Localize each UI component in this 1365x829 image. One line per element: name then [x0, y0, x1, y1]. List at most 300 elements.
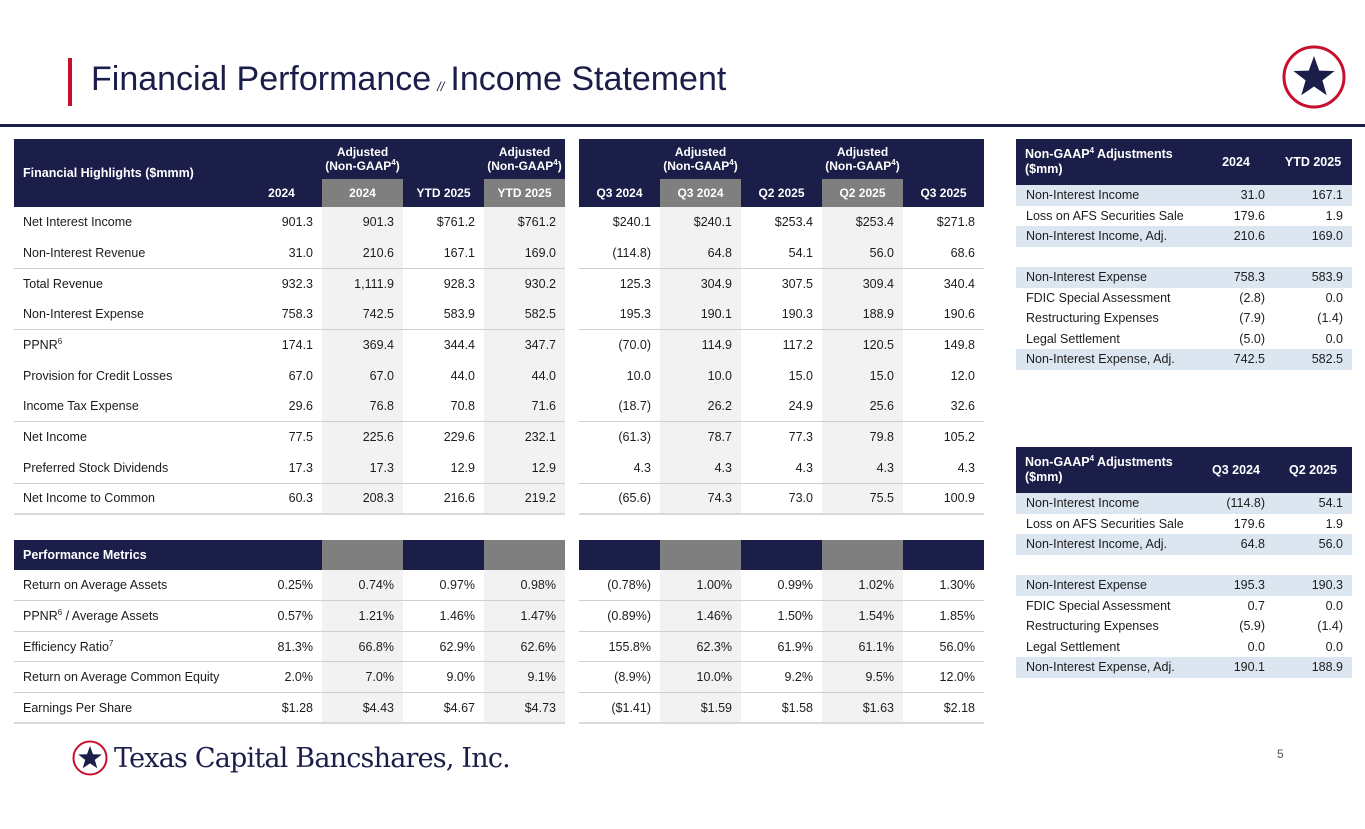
column-group-header — [579, 139, 660, 179]
value-cell: (70.0) — [618, 338, 651, 353]
side-title-a: Non-GAAP — [1025, 455, 1090, 469]
side-value-cell: 56.0 — [1274, 534, 1352, 555]
value-cell: 44.0 — [450, 368, 475, 383]
side-value-cell: 583.9 — [1274, 267, 1352, 288]
column-header: YTD 2025 — [484, 179, 565, 207]
value-cell: 1.46% — [660, 601, 741, 632]
column-gap — [565, 453, 579, 484]
non-gaap-label: (Non-GAAP — [487, 159, 554, 173]
row-label-tail: / Average Assets — [62, 608, 159, 623]
side-title-a: Non-GAAP — [1025, 147, 1090, 161]
company-logo — [72, 740, 510, 776]
value-cell: 210.6 — [322, 238, 403, 269]
row-label-text: Provision for Credit Losses — [23, 368, 173, 383]
side-value-cell: 210.6 — [1198, 226, 1274, 247]
side-row-label: Legal Settlement — [1026, 639, 1120, 654]
column-group-header — [741, 139, 822, 179]
side-column-header: YTD 2025 — [1274, 139, 1352, 185]
footnote-ref: 4 — [553, 158, 558, 167]
value-cell: 0.25% — [241, 570, 322, 601]
value-cell: 369.4 — [322, 330, 403, 361]
value-cell: 1.85% — [903, 601, 984, 632]
value-cell: 75.5 — [822, 483, 903, 514]
side-column-header: Q2 2025 — [1274, 447, 1352, 493]
value-cell: 229.6 — [443, 430, 475, 445]
column-gap — [565, 179, 579, 207]
side-value-cell: 179.6 — [1233, 516, 1265, 531]
value-cell: 60.3 — [241, 483, 322, 514]
side-table-row — [1016, 575, 1352, 596]
value-cell: 77.5 — [288, 430, 313, 445]
value-cell: 61.9% — [741, 631, 822, 662]
value-cell: 1.00% — [660, 570, 741, 601]
value-cell: 10.0% — [660, 662, 741, 693]
column-header: YTD 2025 — [403, 179, 484, 207]
table-row — [14, 207, 984, 238]
side-value-cell — [1274, 555, 1352, 576]
column-group-header — [241, 139, 322, 179]
side-row-label — [1016, 247, 1198, 268]
table-row — [14, 391, 984, 422]
metrics-header-cell — [484, 540, 565, 570]
column-header: Q2 2025 — [741, 179, 822, 207]
side-row-label: FDIC Special Assessment — [1026, 598, 1171, 613]
value-cell: 932.3 — [281, 276, 313, 291]
value-cell: $4.73 — [484, 693, 565, 724]
value-cell: 12.9 — [403, 453, 484, 484]
row-label — [14, 570, 241, 601]
value-cell: 1.30% — [903, 570, 984, 601]
side-column-header: Q3 2024 — [1198, 447, 1274, 493]
value-cell: $4.43 — [322, 693, 403, 724]
value-cell: 219.2 — [484, 483, 565, 514]
value-cell: 66.8% — [322, 631, 403, 662]
non-gaap-adjustments-annual-table — [1016, 139, 1352, 370]
value-cell: 78.7 — [660, 422, 741, 453]
value-cell: 9.0% — [403, 662, 484, 693]
value-cell: 31.0 — [241, 238, 322, 269]
value-cell: 155.8% — [579, 631, 660, 662]
value-cell: 195.3 — [579, 299, 660, 330]
column-header: Q3 2024 — [660, 179, 741, 207]
value-cell: 9.1% — [484, 662, 565, 693]
non-gaap-label: (Non-GAAP — [825, 159, 892, 173]
value-cell: 190.6 — [903, 299, 984, 330]
metrics-title: Performance Metrics — [14, 540, 241, 570]
value-cell: 70.8 — [403, 391, 484, 422]
side-row-label: Loss on AFS Securities Sale — [1026, 516, 1184, 531]
row-label-text: Total Revenue — [23, 276, 103, 291]
side-value-cell: 582.5 — [1274, 349, 1352, 370]
value-cell: 17.3 — [241, 453, 322, 484]
side-table-gap — [1016, 555, 1352, 576]
value-cell: 120.5 — [822, 330, 903, 361]
value-cell: 0.98% — [484, 570, 565, 601]
side-value-cell: 0.0 — [1247, 639, 1265, 654]
side-row-label: Non-Interest Income, Adj. — [1016, 534, 1198, 555]
side-value-cell: 1.9 — [1325, 516, 1343, 531]
value-cell: $240.1 — [612, 215, 651, 230]
value-cell: 79.8 — [822, 422, 903, 453]
footnote-ref: 4 — [729, 158, 734, 167]
non-gaap-close: ) — [395, 159, 400, 173]
column-header: Q2 2025 — [822, 179, 903, 207]
value-cell: 1,111.9 — [322, 268, 403, 299]
side-value-cell: (7.9) — [1239, 311, 1265, 326]
column-group-header — [660, 139, 741, 179]
footnote-ref: 4 — [391, 158, 396, 167]
table-row — [14, 268, 984, 299]
value-cell: 1.54% — [822, 601, 903, 632]
table-row — [14, 631, 984, 662]
value-cell: 0.97% — [403, 570, 484, 601]
metrics-header-cell — [660, 540, 741, 570]
column-group-header — [822, 139, 903, 179]
row-label-text: Non-Interest Expense — [23, 307, 144, 322]
value-cell: 117.2 — [782, 338, 813, 353]
side-header-row — [1016, 447, 1352, 493]
value-cell: 68.6 — [903, 238, 984, 269]
section-spacer — [14, 514, 984, 540]
row-label — [14, 238, 241, 269]
side-row-label: Legal Settlement — [1026, 331, 1120, 346]
column-gap — [565, 601, 579, 632]
side-row-label: Non-Interest Expense — [1016, 575, 1198, 596]
table-row — [14, 483, 984, 514]
row-label — [14, 299, 241, 330]
row-label — [14, 268, 241, 299]
row-label-text: Net Income to Common — [23, 491, 155, 506]
row-label-text: Non-Interest Revenue — [23, 245, 146, 260]
value-cell: 100.9 — [903, 483, 984, 514]
row-label — [14, 601, 241, 632]
value-cell: 232.1 — [484, 422, 565, 453]
value-cell: 17.3 — [322, 453, 403, 484]
side-value-cell: 190.1 — [1198, 657, 1274, 678]
value-cell: 149.8 — [943, 338, 975, 353]
table-title: Financial Highlights ($mmm) — [14, 139, 241, 207]
adjusted-label: Adjusted — [498, 145, 551, 159]
row-label-text: Return on Average Assets — [23, 577, 168, 592]
value-cell: $271.8 — [936, 215, 975, 230]
side-table-row — [1016, 657, 1352, 678]
page-number: 5 — [1277, 747, 1284, 761]
column-gap — [565, 330, 579, 361]
value-cell: 190.1 — [660, 299, 741, 330]
value-cell: 67.0 — [288, 368, 313, 383]
side-table-row — [1016, 308, 1352, 329]
non-gaap-label: (Non-GAAP — [325, 159, 392, 173]
row-label — [14, 360, 241, 391]
value-cell: 347.7 — [484, 330, 565, 361]
title-main: Financial Performance — [91, 60, 432, 98]
footnote-ref: 4 — [1089, 453, 1095, 463]
side-title-b: Adjustments ($mm) — [1025, 147, 1173, 176]
side-value-cell: (5.0) — [1239, 331, 1265, 346]
table-row — [14, 238, 984, 269]
value-cell: $1.58 — [741, 693, 822, 724]
value-cell: $2.18 — [903, 693, 984, 724]
value-cell: $240.1 — [660, 207, 741, 238]
value-cell: 4.3 — [579, 453, 660, 484]
row-label — [14, 631, 241, 662]
column-gap — [565, 631, 579, 662]
value-cell: 0.74% — [322, 570, 403, 601]
value-cell: (65.6) — [579, 483, 660, 514]
value-cell: 901.3 — [322, 207, 403, 238]
spacer-cell — [14, 514, 984, 540]
value-cell: 67.0 — [322, 360, 403, 391]
value-cell: (18.7) — [579, 391, 660, 422]
side-table-row — [1016, 226, 1352, 247]
value-cell: 928.3 — [443, 276, 475, 291]
side-table-row — [1016, 329, 1352, 350]
side-value-cell: 190.3 — [1274, 575, 1352, 596]
side-row-label: Non-Interest Expense, Adj. — [1016, 349, 1198, 370]
adjusted-label: Adjusted — [674, 145, 727, 159]
row-label-text: Earnings Per Share — [23, 700, 133, 715]
side-row-label: Restructuring Expenses — [1026, 619, 1159, 634]
footnote-ref: 6 — [57, 337, 63, 347]
column-gap — [565, 693, 579, 724]
side-value-cell: (1.4) — [1317, 619, 1343, 634]
value-cell: 188.9 — [822, 299, 903, 330]
column-gap — [565, 139, 579, 179]
row-label-text: Return on Average Common Equity — [23, 670, 220, 685]
side-value-cell: 0.0 — [1325, 290, 1343, 305]
metrics-header-cell — [741, 540, 822, 570]
side-value-cell: 195.3 — [1198, 575, 1274, 596]
value-cell: 61.1% — [822, 631, 903, 662]
side-row-label: Non-Interest Income — [1016, 185, 1198, 206]
metrics-header-cell — [403, 540, 484, 570]
non-gaap-adjustments-quarterly-table — [1016, 447, 1352, 678]
value-cell: 4.3 — [903, 453, 984, 484]
side-value-cell: 758.3 — [1198, 267, 1274, 288]
value-cell: 167.1 — [403, 238, 484, 269]
non-gaap-close: ) — [895, 159, 900, 173]
side-title-b: Adjustments ($mm) — [1025, 455, 1173, 484]
row-label — [14, 662, 241, 693]
company-name: Texas Capital Bancshares, Inc. — [114, 742, 510, 774]
value-cell: 742.5 — [322, 299, 403, 330]
row-label — [14, 453, 241, 484]
value-cell: 930.2 — [484, 268, 565, 299]
row-label — [14, 483, 241, 514]
side-value-cell: 742.5 — [1198, 349, 1274, 370]
row-label — [14, 693, 241, 724]
column-gap — [565, 299, 579, 330]
side-row-label: Non-Interest Income — [1016, 493, 1198, 514]
row-label-text: PPNR — [23, 608, 58, 623]
column-gap — [565, 238, 579, 269]
value-cell: $761.2 — [436, 215, 475, 230]
side-value-cell: 0.0 — [1325, 598, 1343, 613]
column-gap — [565, 391, 579, 422]
side-table-row — [1016, 596, 1352, 617]
row-label — [14, 207, 241, 238]
value-cell: 73.0 — [741, 483, 822, 514]
value-cell: 4.3 — [660, 453, 741, 484]
side-value-cell — [1198, 555, 1274, 576]
table-row — [14, 570, 984, 601]
value-cell: 9.5% — [822, 662, 903, 693]
column-gap — [565, 540, 579, 570]
value-cell: 1.46% — [403, 601, 484, 632]
non-gaap-label: (Non-GAAP — [663, 159, 730, 173]
value-cell: 1.21% — [322, 601, 403, 632]
side-table-row — [1016, 206, 1352, 227]
table-row — [14, 330, 984, 361]
side-table-row — [1016, 267, 1352, 288]
side-value-cell: 188.9 — [1274, 657, 1352, 678]
column-gap — [565, 662, 579, 693]
side-table-row — [1016, 616, 1352, 637]
financial-highlights-table — [14, 139, 984, 724]
value-cell: 62.3% — [660, 631, 741, 662]
value-cell: 344.4 — [443, 338, 475, 353]
value-cell: 10.0 — [626, 368, 651, 383]
side-value-cell: 0.0 — [1325, 331, 1343, 346]
value-cell: $253.4 — [774, 215, 813, 230]
footnote-ref: 7 — [108, 638, 114, 648]
side-value-cell: 1.9 — [1325, 208, 1343, 223]
value-cell: 24.9 — [741, 391, 822, 422]
metrics-header-cell — [579, 540, 660, 570]
metrics-header-cell — [903, 540, 984, 570]
side-table-title — [1016, 139, 1198, 185]
footnote-ref: 4 — [1089, 145, 1095, 155]
value-cell: 901.3 — [281, 215, 313, 230]
adjusted-label: Adjusted — [336, 145, 389, 159]
metrics-header-row — [14, 540, 984, 570]
value-cell: 56.0% — [903, 631, 984, 662]
metrics-header-cell — [322, 540, 403, 570]
side-table-title — [1016, 447, 1198, 493]
side-table-row — [1016, 534, 1352, 555]
side-table-row — [1016, 288, 1352, 309]
value-cell: 125.3 — [619, 276, 651, 291]
title-rule — [0, 124, 1365, 127]
side-row-label: Restructuring Expenses — [1026, 311, 1159, 326]
value-cell: 1.47% — [484, 601, 565, 632]
value-cell: 174.1 — [281, 338, 313, 353]
footnote-ref: 4 — [891, 158, 896, 167]
value-cell: (61.3) — [618, 430, 651, 445]
value-cell: 169.0 — [484, 238, 565, 269]
adjusted-label: Adjusted — [836, 145, 889, 159]
value-cell: 304.9 — [660, 268, 741, 299]
row-label — [14, 391, 241, 422]
side-value-cell: 0.7 — [1247, 598, 1265, 613]
side-table-row — [1016, 514, 1352, 535]
value-cell: 4.3 — [741, 453, 822, 484]
value-cell: 114.9 — [660, 330, 741, 361]
metrics-header-cell — [822, 540, 903, 570]
value-cell: 77.3 — [788, 430, 813, 445]
value-cell: (114.8) — [579, 238, 660, 269]
side-value-cell — [1198, 247, 1274, 268]
row-label-text: Income Tax Expense — [23, 399, 139, 414]
value-cell: 309.4 — [822, 268, 903, 299]
value-cell: 12.9 — [484, 453, 565, 484]
side-row-label: Non-Interest Expense — [1016, 267, 1198, 288]
value-cell: $4.67 — [403, 693, 484, 724]
row-label-text: PPNR — [23, 338, 58, 353]
side-value-cell: 169.0 — [1274, 226, 1352, 247]
column-group-header — [403, 139, 484, 179]
non-gaap-close: ) — [557, 159, 562, 173]
title-separator: // — [437, 79, 445, 94]
metrics-header-cell — [241, 540, 322, 570]
value-cell: 81.3% — [241, 631, 322, 662]
side-value-cell: (114.8) — [1198, 493, 1274, 514]
side-value-cell — [1274, 247, 1352, 268]
value-cell: 9.2% — [741, 662, 822, 693]
side-table-row — [1016, 637, 1352, 658]
column-gap — [565, 360, 579, 391]
star-badge-icon — [1282, 45, 1346, 109]
value-cell: $761.2 — [484, 207, 565, 238]
side-column-header: 2024 — [1198, 139, 1274, 185]
value-cell: (0.89%) — [579, 601, 660, 632]
value-cell: 12.0 — [950, 368, 975, 383]
side-header-row — [1016, 139, 1352, 185]
table-row — [14, 662, 984, 693]
value-cell: 2.0% — [241, 662, 322, 693]
value-cell: 54.1 — [741, 238, 822, 269]
side-row-label — [1016, 555, 1198, 576]
value-cell: 26.2 — [660, 391, 741, 422]
value-cell: 62.6% — [484, 631, 565, 662]
row-label — [14, 330, 241, 361]
column-group-header — [903, 139, 984, 179]
side-table-row — [1016, 493, 1352, 514]
side-table-row — [1016, 185, 1352, 206]
value-cell: 208.3 — [322, 483, 403, 514]
value-cell: $1.59 — [660, 693, 741, 724]
column-gap — [565, 268, 579, 299]
header-row — [14, 139, 984, 179]
value-cell: 76.8 — [322, 391, 403, 422]
value-cell: 105.2 — [943, 430, 975, 445]
column-group-header — [484, 139, 565, 179]
footnote-ref: 6 — [57, 607, 63, 617]
value-cell: 190.3 — [741, 299, 822, 330]
table-row — [14, 299, 984, 330]
side-table-gap — [1016, 247, 1352, 268]
column-group-header — [322, 139, 403, 179]
side-row-label: Non-Interest Income, Adj. — [1016, 226, 1198, 247]
side-value-cell: 31.0 — [1198, 185, 1274, 206]
value-cell: 29.6 — [241, 391, 322, 422]
value-cell: 1.50% — [741, 601, 822, 632]
row-label-text: Net Interest Income — [23, 215, 133, 230]
side-value-cell: 64.8 — [1198, 534, 1274, 555]
value-cell: 758.3 — [241, 299, 322, 330]
value-cell: (0.78%) — [579, 570, 660, 601]
side-row-label: Loss on AFS Securities Sale — [1026, 208, 1184, 223]
column-gap — [565, 207, 579, 238]
value-cell: 307.5 — [781, 276, 813, 291]
column-gap — [565, 483, 579, 514]
page-title — [91, 60, 726, 99]
value-cell: 7.0% — [322, 662, 403, 693]
side-value-cell: 179.6 — [1233, 208, 1265, 223]
title-sub: Income Statement — [450, 60, 727, 98]
value-cell: 25.6 — [822, 391, 903, 422]
value-cell: 12.0% — [903, 662, 984, 693]
